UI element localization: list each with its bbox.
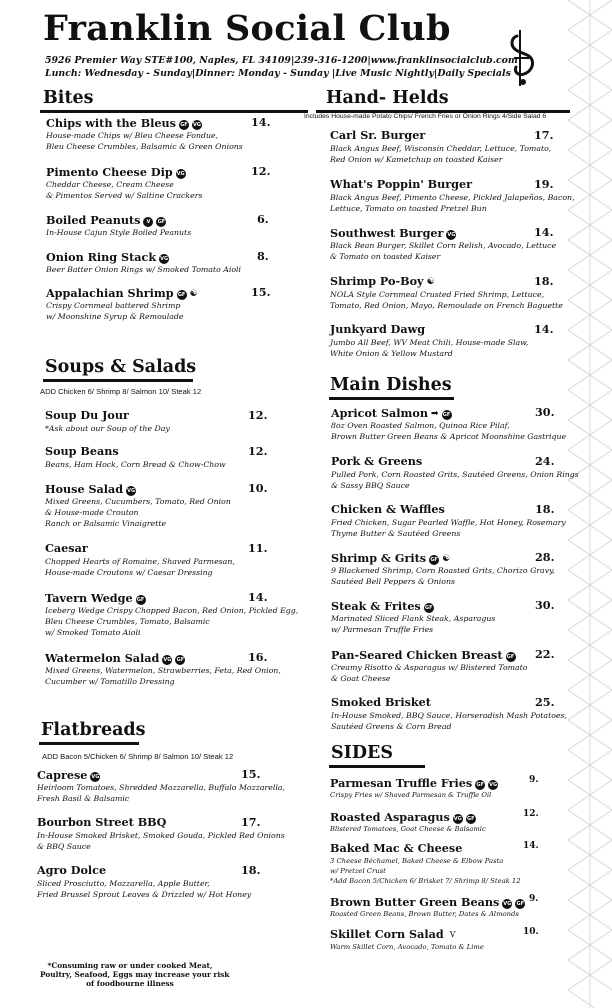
item-price: 11. (248, 541, 268, 555)
menu-item-roasted-asparagus: Roasted Asparagus VG GF 12. Blistered Tomatoes, Goat Cheese & Balsamic (330, 809, 539, 833)
item-price: 28. (535, 550, 555, 564)
handhelds-heading: Hand- Helds (326, 88, 449, 108)
menu-item-soup-beans: Soup Beans 12. Beans, Ham Hock, Corn Bread & Chow-Chow (45, 444, 268, 469)
menu-item-pork-and-greens: Pork & Greens 24. Pulled Pork, Corn Roasted Grits, Sautéed Greens, Onion Rings & Sassy BBQ Sauce (331, 454, 579, 490)
item-price: 14. (534, 225, 554, 239)
item-price: 12. (523, 809, 539, 819)
item-price: 18. (241, 863, 261, 877)
vegetarian-icon: VG (503, 901, 512, 907)
menu-item-shrimp-po-boy: Shrimp Po-Boy ☯ 18. NOLA Style Cornmeal Crusted Fried Shrimp, Lettuce, Tomato, Red Onion, Mayo, Remoulade on French Baguette (330, 274, 563, 310)
gluten-free-icon: GF (424, 605, 433, 611)
handhelds-sides-note: Includes House-made Potato Chips/ French Fries or Onion Rings 4/Side Salad 6 (304, 113, 547, 120)
sides-divider (329, 765, 425, 768)
gluten-free-icon: GF (180, 122, 188, 128)
menu-item-shrimp-and-grits: Shrimp & Grits GF ☯ 28. 9 Blackened Shrimp, Corn Roasted Grits, Chorizo Gravy, Sautéed Bell Peppers & Onions (331, 550, 555, 586)
vegan-icon: V (143, 212, 153, 227)
item-price: 24. (535, 454, 555, 468)
item-price: 17. (534, 128, 554, 142)
background-pattern (568, 0, 612, 1008)
gluten-free-icon: GF (516, 901, 525, 907)
consumer-advisory: *Consuming raw or under cooked Meat, Poultry, Seafood, Eggs may increase your risk of foodbourne illness (40, 961, 230, 988)
shrimp-icon: ☯ (426, 277, 435, 287)
menu-item-chips-with-the-bleus: Chips with the Bleus GF VG 14. House-made Chips w/ Bleu Cheese Fondue, Bleu Cheese Crumbles, Balsamic & Green Onions (46, 115, 271, 151)
soups-divider (43, 379, 193, 382)
item-price: 10. (248, 481, 268, 495)
menu-item-chicken-and-waffles: Chicken & Waffles 18. Fried Chicken, Sugar Pearled Waffle, Hot Honey, Rosemary Thyme Butter & Sautéed Greens (331, 502, 566, 538)
item-price: 6. (257, 212, 269, 226)
menu-item-carl-sr-burger: Carl Sr. Burger 17. Black Angus Beef, Wisconsin Cheddar, Lettuce, Tomato, Red Onion w/ Kametchup on toasted Kaiser (330, 128, 554, 164)
gluten-free-icon: GF (176, 657, 185, 663)
menu-item-boiled-peanuts: Boiled Peanuts V GF 6. In-House Cajun Style Boiled Peanuts (46, 212, 269, 237)
menu-item-appalachian-shrimp: Appalachian Shrimp GF ☯ 15. Crispy Cornmeal battered Shrimp w/ Moonshine Syrup & Remoulade (46, 285, 271, 321)
menu-item-smoked-brisket: Smoked Brisket 25. In-House Smoked, BBQ Sauce, Horseradish Mash Potatoes, Sautéed Greens & Corn Bread (331, 695, 567, 731)
address-line: 5926 Premier Way STE#100, Naples, FL 34109|239-316-1200|www.franklinsocialclub.com (45, 55, 518, 66)
hours-line: Lunch: Wednesday - Sunday|Dinner: Monday - Sunday |Live Music Nightly|Daily Specials (45, 68, 511, 79)
flatbreads-addon-note: ADD Bacon 5/Chicken 6/ Shrimp 8/ Salmon 10/ Steak 12 (42, 752, 234, 761)
item-price: 14. (534, 322, 554, 336)
item-price: 12. (248, 444, 268, 458)
gluten-free-icon: GF (476, 782, 484, 788)
main-dishes-heading: Main Dishes (330, 375, 452, 395)
menu-item-whats-poppin-burger: What's Poppin' Burger 19. Black Angus Beef, Pimento Cheese, Pickled Jalapeños, Bacon, Lettuce, Tomato on toasted Pretzel Bun (330, 177, 575, 213)
gluten-free-icon: GF (157, 219, 166, 225)
vegetarian-icon: VG (489, 782, 498, 788)
vegetarian-icon: VG (192, 122, 201, 128)
item-price: 14. (251, 115, 271, 129)
vegetarian-icon: VG (447, 232, 456, 238)
menu-item-junkyard-dawg: Junkyard Dawg 14. Jumbo All Beef, WV Meat Chili, House-made Slaw, White Onion & Yellow Mustard (330, 322, 554, 358)
menu-item-steak-and-frites: Steak & Frites GF 30. Marinated Sliced Flank Steak, Asparagus w/ Parmesan Truffle Fries (331, 598, 555, 634)
gluten-free-icon: GF (136, 597, 145, 603)
bites-heading: Bites (43, 88, 94, 108)
menu-item-caesar: Caesar 11. Chopped Hearts of Romaine, Shaved Parmesan, House-made Croutons w/ Caesar Dressing (45, 541, 268, 577)
vegetarian-icon: VG (127, 488, 136, 494)
soups-addon-note: ADD Chicken 6/ Shrimp 8/ Salmon 10/ Steak 12 (40, 387, 202, 396)
menu-item-apricot-salmon: Apricot Salmon ➡ GF 30. 8oz Oven Roasted Salmon, Quinoa Rice Pilaf, Brown Butter Green Beans & Apricot Moonshine Gastrique (331, 405, 567, 441)
page-title: Franklin Social Club (43, 8, 451, 49)
menu-item-baked-mac-and-cheese: Baked Mac & Cheese 14. 3 Cheese Béchamel, Baked Cheese & Elbow Pasta w/ Pretzel Crust *Add Bacon 5/Chicken 6/ Brisket 7/ Shrimp 8/ Steak 12 (330, 841, 539, 885)
item-price: 30. (535, 405, 555, 419)
menu-item-tavern-wedge: Tavern Wedge GF 14. Iceberg Wedge Crispy Chopped Bacon, Red Onion, Pickled Egg, Bleu Cheese Crumbles, Tomato, Balsamic w/ Smoked Tomato Aioli (45, 590, 299, 637)
menu-item-brown-butter-green-beans: Brown Butter Green Beans VG GF 9. Roasted Green Beans, Brown Butter, Dates & Almonds (330, 894, 539, 918)
vegetarian-icon: VG (453, 816, 462, 822)
bites-divider (40, 110, 308, 113)
item-price: 18. (535, 502, 555, 516)
vegan-mark-icon: V (449, 930, 456, 939)
item-price: 12. (251, 164, 271, 178)
item-price: 8. (257, 249, 269, 263)
item-price: 17. (241, 815, 261, 829)
item-price: 10. (523, 927, 539, 937)
menu-item-pan-seared-chicken-breast: Pan-Seared Chicken Breast GF 22. Creamy Risotto & Asparagus w/ Blistered Tomato & Goat Cheese (331, 647, 555, 683)
menu-item-house-salad: House Salad VG 10. Mixed Greens, Cucumbers, Tomato, Red Onion & House-made Crouton Ranch or Balsamic Vinaigrette (45, 481, 268, 528)
menu-item-skillet-corn-salad: Skillet Corn Salad V 10. Warm Skillet Corn, Avocado, Tomato & Lime (330, 927, 539, 951)
item-price: 12. (248, 408, 268, 422)
item-price: 19. (534, 177, 554, 191)
shrimp-icon: ☯ (189, 289, 198, 299)
vegetarian-icon: VG (176, 171, 185, 177)
item-price: 18. (534, 274, 554, 288)
menu-item-parmesan-truffle-fries: Parmesan Truffle Fries GF VG 9. Crispy Fries w/ Shaved Parmesan & Truffle Oil (330, 775, 539, 799)
gluten-free-icon: GF (467, 816, 475, 822)
flatbreads-divider (39, 742, 139, 745)
menu-item-agro-dolce: Agro Dolce 18. Sliced Prosciutto, Mozzarella, Apple Butter, Fried Brussel Sprout Leaves & Drizzled w/ Hot Honey (37, 863, 261, 899)
menu-item-caprese: Caprese VG 15. Heirloom Tomatoes, Shredded Mozzarella, Buffalo Mozzarella, Fresh Basil & Balsamic (37, 767, 285, 803)
item-price: 9. (529, 775, 539, 785)
item-price: 30. (535, 598, 555, 612)
vegetarian-icon: VG (163, 657, 172, 663)
fish-icon: ➡ (431, 409, 439, 419)
menu-item-soup-du-jour: Soup Du Jour 12. *Ask about our Soup of the Day (45, 408, 268, 433)
shrimp-icon: ☯ (442, 554, 451, 564)
gluten-free-icon: GF (430, 557, 438, 563)
vegetarian-icon: VG (91, 774, 100, 780)
item-price: 9. (529, 894, 539, 904)
item-price: 16. (248, 650, 268, 664)
main-dishes-divider (329, 397, 454, 400)
sides-heading: SIDES (331, 743, 393, 763)
gluten-free-icon: GF (442, 412, 451, 418)
item-price: 25. (535, 695, 555, 709)
menu-item-pimento-cheese-dip: Pimento Cheese Dip VG 12. Cheddar Cheese, Cream Cheese & Pimentos Served w/ Saltine Crackers (46, 164, 271, 200)
vegetarian-icon: VG (160, 256, 169, 262)
menu-item-watermelon-salad: Watermelon Salad VG GF 16. Mixed Greens, Watermelon, Strawberries, Feta, Red Onion, Cucumber w/ Tomatillo Dressing (45, 650, 281, 686)
menu-item-onion-ring-stack: Onion Ring Stack VG 8. Beer Batter Onion Rings w/ Smoked Tomato Aioli (46, 249, 269, 274)
flatbreads-heading: Flatbreads (41, 720, 146, 740)
gluten-free-icon: GF (177, 292, 186, 298)
item-price: 15. (251, 285, 271, 299)
menu-item-bourbon-street-bbq: Bourbon Street BBQ 17. In-House Smoked Brisket, Smoked Gouda, Pickled Red Onions & BBQ Sauce (37, 815, 285, 851)
item-price: 14. (523, 841, 539, 851)
gluten-free-icon: GF (506, 654, 515, 660)
menu-item-southwest-burger: Southwest Burger VG 14. Black Bean Burger, Skillet Corn Relish, Avocado, Lettuce & Tomato on toasted Kaiser (330, 225, 557, 261)
item-price: 14. (248, 590, 268, 604)
item-price: 22. (535, 647, 555, 661)
item-price: 15. (241, 767, 261, 781)
logo-icon (508, 28, 538, 90)
soups-salads-heading: Soups & Salads (45, 357, 197, 377)
